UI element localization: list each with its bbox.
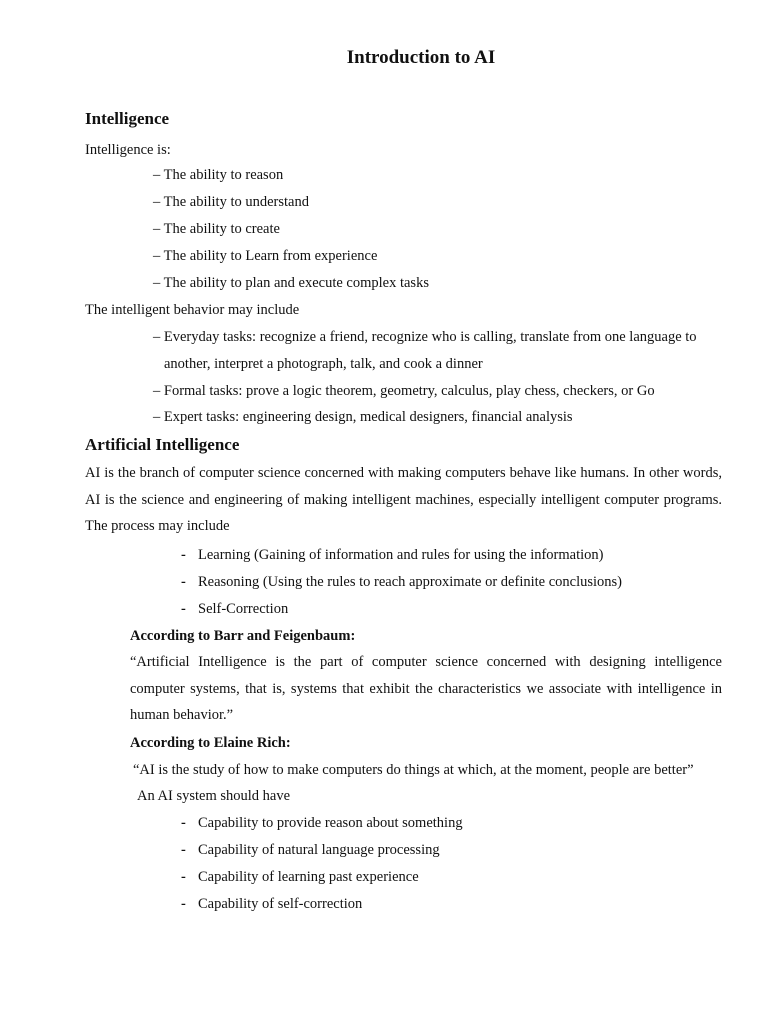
process-item: Learning (Gaining of information and rules for using the information) — [198, 547, 604, 563]
ability-item: – The ability to reason — [153, 167, 284, 183]
section-heading-intelligence: Intelligence — [85, 109, 170, 128]
system-intro: An AI system should have — [137, 788, 291, 804]
behavior-everyday-line2: another, interpret a photograph, talk, and cook a dinner — [164, 356, 483, 372]
capability-item: Capability to provide reason about something — [198, 815, 463, 831]
ability-item: – The ability to create — [153, 221, 280, 237]
capability-item: Capability of natural language processing — [198, 842, 440, 858]
bullet-marker: - — [181, 601, 186, 617]
ability-item: – The ability to plan and execute complex tasks — [153, 275, 429, 291]
process-item: Reasoning (Using the rules to reach approximate or definite conclusions) — [198, 574, 623, 590]
capability-item: Capability of self-correction — [198, 896, 363, 912]
bullet-marker: - — [181, 547, 186, 563]
ability-item: – The ability to understand — [153, 194, 309, 210]
process-item: Self-Correction — [198, 601, 289, 617]
behavior-formal: – Formal tasks: prove a logic theorem, geometry, calculus, play chess, checkers, or Go — [153, 383, 655, 399]
page-title: Introduction to AI — [346, 47, 496, 68]
behavior-intro: The intelligent behavior may include — [85, 302, 300, 318]
intelligence-intro: Intelligence is: — [85, 142, 171, 158]
behavior-everyday-line1: – Everyday tasks: recognize a friend, recognize who is calling, translate from one language to — [153, 329, 697, 345]
bullet-marker: - — [181, 869, 186, 885]
bullet-marker: - — [181, 842, 186, 858]
ability-item: – The ability to Learn from experience — [153, 248, 378, 264]
bullet-marker: - — [181, 574, 186, 590]
bullet-marker: - — [181, 815, 186, 831]
section-heading-ai: Artificial Intelligence — [85, 435, 240, 454]
barr-heading: According to Barr and Feigenbaum: — [130, 628, 356, 644]
rich-heading: According to Elaine Rich: — [130, 735, 291, 751]
capability-item: Capability of learning past experience — [198, 869, 419, 885]
barr-quote: “Artificial Intelligence is the part of computer science concerned with designing intelligence computer systems, that is, systems that exhibit the characteristics we associate with intelligence in human behavior.” — [130, 654, 722, 724]
ai-definition: AI is the branch of computer science concerned with making computers behave like humans. In other words, AI is the science and engineering of making intelligent machines, especially intelligent computer programs. The process may include — [85, 465, 722, 535]
bullet-marker: - — [181, 896, 186, 912]
behavior-expert: – Expert tasks: engineering design, medical designers, financial analysis — [153, 409, 573, 425]
rich-quote: “AI is the study of how to make computers do things at which, at the moment, people are better” — [133, 762, 694, 778]
